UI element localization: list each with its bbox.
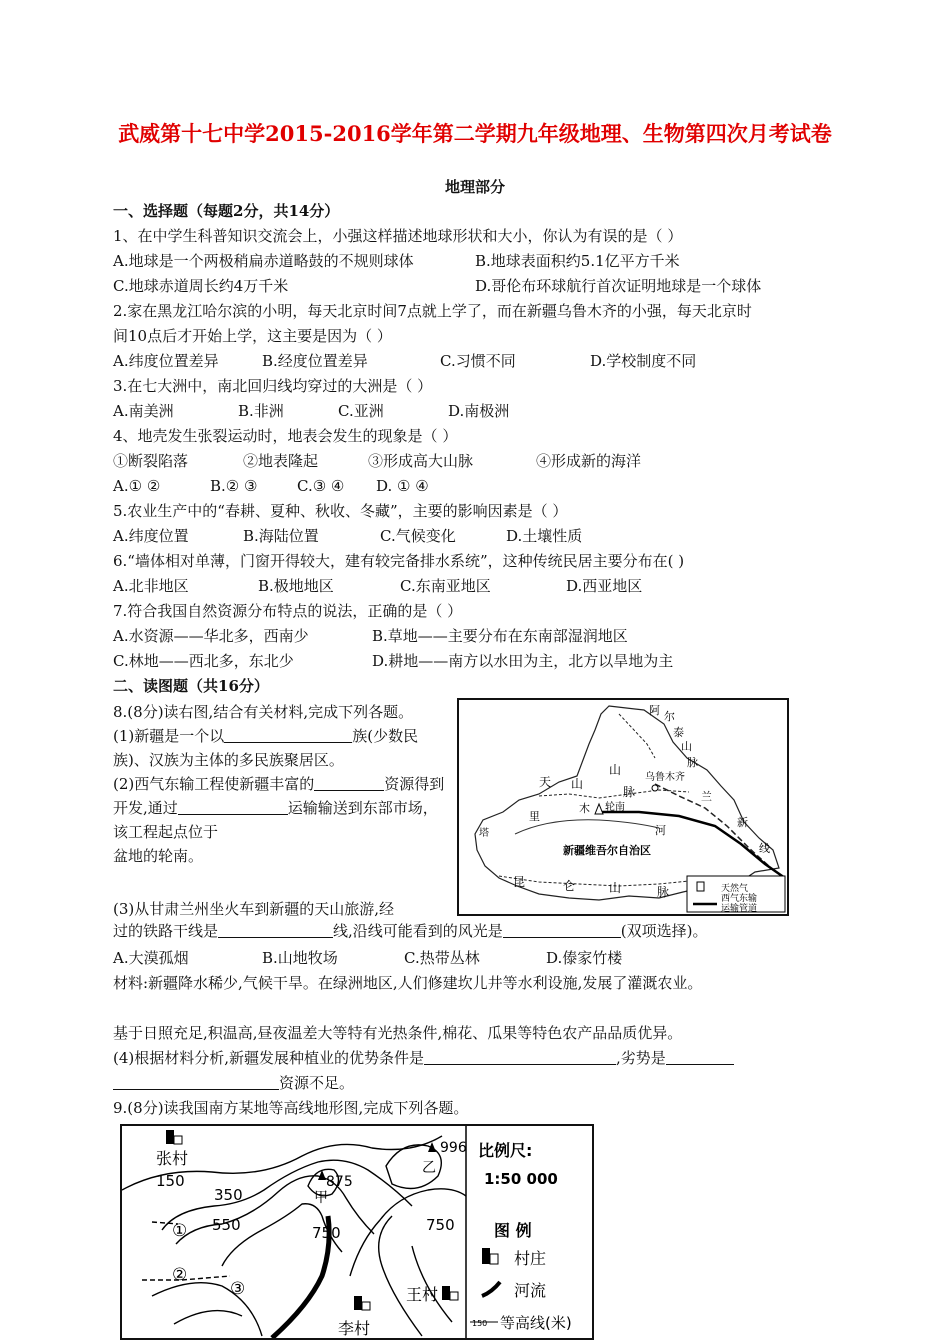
q8-p2-text-b: 资源得到开发,通过: [113, 775, 445, 817]
q1-option-c: C.地球赤道周长约4万千米: [113, 277, 289, 295]
q8-p3-text-a: (3)从甘肃兰州坐火车到新疆的天山旅游,经: [113, 900, 395, 918]
q8-option-a: A.大漠孤烟: [113, 949, 189, 967]
q8-p1-text-b: 族(少数民族)、汉族为主体的多民族聚居区。: [113, 727, 419, 769]
label-contour-750-a: 750: [312, 1224, 341, 1242]
q6-option-b: B.极地地区: [258, 577, 334, 595]
exam-title: 武威第十七中学2015-2016学年第二学期九年级地理、生物第四次月考试卷: [118, 121, 832, 146]
q6-option-c: C.东南亚地区: [400, 577, 491, 595]
answer-blank-advantage[interactable]: [424, 1048, 616, 1065]
q7-stem: 7.符合我国自然资源分布特点的说法，正确的是（ ）: [113, 602, 463, 620]
valley-contours-2: [174, 1311, 242, 1324]
q5-stem: 5.农业生产中的“春耕、夏种、秋收、冬藏”，主要的影响因素是（ ）: [113, 502, 568, 520]
q5-option-b: B.海陆位置: [243, 527, 319, 545]
q8-p3-text-c: 线,沿线可能看到的风光是: [333, 922, 503, 940]
q8-intro: 8.(8分)读右图,结合有关材料,完成下列各题。: [113, 703, 414, 721]
q8-part1: [113, 724, 445, 772]
q5-option-c: C.气候变化: [380, 527, 456, 545]
zhangcun-village-icon: [166, 1130, 174, 1144]
answer-blank-resource[interactable]: [314, 774, 384, 791]
label-peak-875: 875: [326, 1174, 353, 1190]
scale-title: 比例尺:: [478, 1141, 533, 1160]
q7-option-c: C.林地——西北多，东北少: [113, 652, 294, 670]
q8-text-block: [113, 700, 445, 868]
label-licun: 李村: [338, 1319, 371, 1338]
q7-option-d: D.耕地——南方以水田为主，北方以旱地为主: [372, 652, 674, 670]
zhangcun-village-icon-b: [174, 1136, 182, 1144]
label-altai-1: 阿: [649, 704, 660, 717]
q2-stem-line1: 2.家在黑龙江哈尔滨的小明，每天北京时间7点就上学了，而在新疆乌鲁木齐的小强，每天北京时: [113, 302, 752, 320]
q4-statement-1: ①断裂陷落: [113, 452, 189, 470]
label-tian-1: 天: [539, 775, 552, 789]
answer-blank-railway[interactable]: [218, 921, 333, 938]
q7-option-a: A.水资源——华北多，西南少: [113, 627, 309, 645]
q8-part3-line2: [113, 920, 708, 942]
part2-heading: 二、读图题（共16分）: [113, 677, 269, 695]
label-tian-4: 脉: [623, 785, 636, 799]
q5-option-d: D.土壤性质: [506, 527, 583, 545]
q8-part2: [113, 772, 445, 868]
label-marker-1: ①: [172, 1221, 188, 1241]
label-marker-2: ②: [172, 1265, 188, 1285]
label-li: 里: [529, 810, 540, 823]
part1-heading: 一、选择题（每题2分，共14分）: [113, 202, 340, 220]
answer-blank-disadvantage-a[interactable]: [666, 1048, 734, 1065]
legend-village-icon: [482, 1248, 490, 1264]
legend-pipeline-label-2: 运输管道: [721, 904, 758, 914]
q2-option-c: C.习惯不同: [440, 352, 516, 370]
contour-350: [162, 1160, 412, 1230]
label-marker-3: ③: [230, 1279, 246, 1299]
label-contour-150: 150: [156, 1172, 185, 1190]
q8-option-b: B.山地牧场: [262, 949, 338, 967]
q3-option-a: A.南美洲: [113, 402, 174, 420]
xinjiang-map-drawing: [459, 700, 787, 914]
label-kun-3: 山: [609, 881, 622, 895]
legend-river-label: 河流: [514, 1281, 547, 1300]
legend-pipeline-label-1: 西气东输: [721, 894, 758, 904]
q7-option-b: B.草地——主要分布在东南部湿润地区: [372, 627, 628, 645]
answer-blank-scenery[interactable]: [503, 921, 621, 938]
q6-stem: 6.“墙体相对单薄，门窗开得较大，建有较完备排水系统”，这种传统民居主要分布在( ): [113, 552, 685, 570]
q8-p4-text-b: ,劣势是: [616, 1049, 666, 1067]
label-altai-5: 脉: [687, 756, 698, 769]
answer-blank-disadvantage-b[interactable]: [113, 1073, 279, 1090]
q1-option-b: B.地球表面积约5.1亿平方千米: [475, 252, 680, 270]
gas-field-icon: [595, 804, 603, 814]
q8-material-2: 基于日照充足,积温高,昼夜温差大等特有光热条件,棉花、瓜果等特色农产品品质优异。: [113, 1024, 683, 1042]
q4-statement-2: ②地表隆起: [243, 452, 319, 470]
q4-statement-4: ④形成新的海洋: [536, 452, 642, 470]
q8-option-c: C.热带丛林: [404, 949, 480, 967]
q8-p2-text-d: 盆地的轮南。: [113, 847, 204, 865]
q3-option-d: D.南极洲: [448, 402, 510, 420]
legend-contour-number: 150: [472, 1319, 488, 1328]
legend-village-icon-b: [490, 1254, 498, 1264]
q8-p2-text-a: (2)西气东输工程使新疆丰富的: [113, 775, 315, 793]
label-kun-1: 昆: [513, 875, 526, 889]
valley-contours: [152, 1283, 262, 1336]
contour-map: [120, 1124, 594, 1340]
q4-option-b: B.② ③: [210, 477, 258, 495]
mountain-range-altai: [619, 714, 655, 758]
q6-option-d: D.西亚地区: [566, 577, 643, 595]
licun-village-icon-b: [362, 1302, 370, 1310]
label-he: 河: [655, 824, 666, 837]
label-xian: 线: [759, 842, 770, 855]
legend-title: 图 例: [494, 1221, 532, 1240]
answer-blank-ethnic-group[interactable]: [224, 726, 352, 743]
label-zhangcun: 张村: [156, 1149, 189, 1168]
q8-p3-text-d: (双项选择)。: [620, 922, 708, 940]
q8-option-d: D.傣家竹楼: [546, 949, 623, 967]
q8-part4-line2: [113, 1072, 354, 1094]
q4-option-d: D. ① ④: [376, 477, 429, 495]
legend-village-label: 村庄: [514, 1249, 547, 1268]
label-contour-350: 350: [214, 1186, 243, 1204]
label-lan: 兰: [701, 790, 712, 803]
section-name: 地理部分: [444, 178, 505, 196]
label-altai-4: 山: [681, 740, 692, 753]
q3-option-c: C.亚洲: [338, 402, 384, 420]
legend-gas-label: 天然气: [721, 884, 749, 894]
label-altai-3: 泰: [673, 726, 684, 739]
q1-option-a: A.地球是一个两极稍扁赤道略鼓的不规则球体: [113, 252, 414, 270]
ridge-contour-right: [379, 1216, 422, 1336]
mountain-range-tianshan: [539, 790, 689, 798]
label-kun-4: 脉: [657, 885, 670, 899]
scale-value: 1:50 000: [484, 1170, 558, 1188]
q8-p1-text-a: (1)新疆是一个以: [113, 727, 225, 745]
label-jia: 甲: [314, 1190, 328, 1206]
label-mu: 木: [579, 802, 590, 815]
q8-part4-line1: [113, 1047, 734, 1069]
label-yi: 乙: [422, 1160, 436, 1176]
legend-river-symbol: [482, 1282, 500, 1296]
label-contour-750-b: 750: [426, 1216, 455, 1234]
label-tian-3: 山: [609, 763, 622, 777]
q1-option-d: D.哥伦布环球航行首次证明地球是一个球体: [475, 277, 762, 295]
label-urumqi: 乌鲁木齐: [645, 772, 685, 783]
q2-option-d: D.学校制度不同: [590, 352, 697, 370]
urumqi-dot: [652, 785, 658, 791]
xinjiang-map: [457, 698, 789, 916]
q1-stem: 1、在中学生科普知识交流会上，小强这样描述地球形状和大小，你认为有误的是（ ）: [113, 227, 683, 245]
q8-p4-text-c: 资源不足。: [279, 1074, 355, 1092]
q2-option-b: B.经度位置差异: [262, 352, 368, 370]
q3-stem: 3.在七大洲中，南北回归线均穿过的大洲是（ ）: [113, 377, 433, 395]
q4-option-c: C.③ ④: [297, 477, 345, 495]
label-ta: 塔: [479, 828, 489, 839]
q2-stem-line2: 间10点后才开始上学，这主要是因为（ ）: [113, 327, 392, 345]
label-xin: 新: [737, 816, 748, 829]
q8-p4-text-a: (4)根据材料分析,新疆发展种植业的优势条件是: [113, 1049, 425, 1067]
q8-p3-text-b: 过的铁路干线是: [113, 922, 219, 940]
q9-intro: 9.(8分)读我国南方某地等高线地形图,完成下列各题。: [113, 1099, 469, 1117]
q2-option-a: A.纬度位置差异: [113, 352, 219, 370]
label-peak-996: 996: [440, 1140, 467, 1156]
q4-statement-3: ③形成高大山脉: [368, 452, 474, 470]
q4-stem: 4、地壳发生张裂运动时，地表会发生的现象是（ ）: [113, 427, 458, 445]
legend-contour-label: 等高线(米): [500, 1314, 572, 1332]
q4-option-a: A.① ②: [113, 477, 161, 495]
label-altai-2: 尔: [664, 710, 675, 723]
label-lunnan: 轮南: [605, 802, 625, 813]
ridge-contour-right-2: [412, 1246, 452, 1322]
q8-p2-text-c: 运输输送到东部市场，该工程起点位于: [113, 799, 438, 841]
legend-gas-icon: [697, 882, 704, 891]
q3-option-b: B.非洲: [238, 402, 284, 420]
label-tian-2: 山: [571, 777, 584, 791]
contour-map-drawing: [122, 1126, 592, 1338]
xinjiang-border: [475, 706, 779, 900]
label-kun-2: 仑: [563, 879, 576, 893]
label-region: 新疆维吾尔自治区: [563, 844, 651, 857]
q6-option-a: A.北非地区: [113, 577, 189, 595]
wangcun-village-icon-b: [450, 1292, 458, 1300]
licun-village-icon: [354, 1296, 362, 1310]
label-wangcun: 王村: [406, 1285, 439, 1304]
q8-material-1: 材料:新疆降水稀少,气候干旱。在绿洲地区,人们修建坎儿井等水利设施,发展了灌溉农业。: [113, 974, 703, 992]
wangcun-village-icon: [442, 1286, 450, 1300]
q5-option-a: A.纬度位置: [113, 527, 189, 545]
answer-blank-transport[interactable]: [178, 798, 288, 815]
label-contour-550: 550: [212, 1216, 241, 1234]
